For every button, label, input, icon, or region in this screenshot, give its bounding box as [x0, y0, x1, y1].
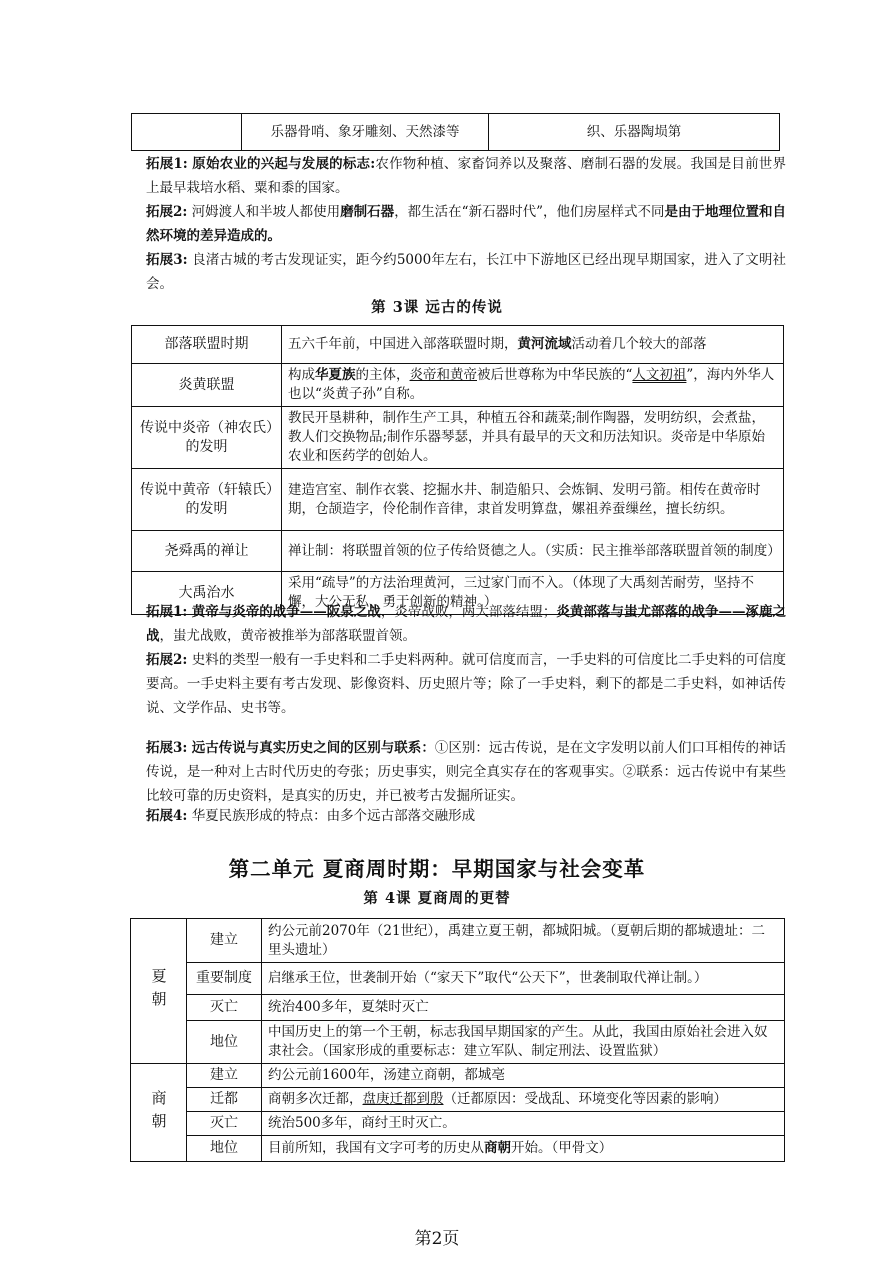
page-number: 第2页	[414, 1229, 460, 1249]
table-row	[131, 1136, 785, 1162]
table-cell	[132, 114, 242, 151]
table-row	[131, 919, 785, 963]
extension-bold-text: 炎黄部落与蚩尤部落的战争——涿鹿之战	[146, 604, 787, 644]
extension-label: 拓展1:	[146, 604, 188, 620]
text: （迁都原因：受战乱、环境变化等因素的影响）	[443, 1091, 727, 1107]
extension-bold-text: 是由于地理位置和自然环境的差异造成的。	[146, 204, 786, 244]
extension-bold-text: 黄帝与炎帝的战争——阪泉之战	[191, 604, 381, 620]
row-content	[262, 1088, 785, 1112]
table-row	[132, 469, 784, 531]
table-row	[132, 326, 784, 364]
extension-label: 拓展2:	[146, 652, 188, 668]
table-cell: 织、乐器陶埙第	[489, 114, 780, 151]
table-cell: 乐器骨哨、象牙雕刻、天然漆等	[242, 114, 489, 151]
row-key: 地位	[187, 1021, 262, 1064]
lesson-title: 第 4课 夏商周的更替	[363, 890, 511, 907]
table-row	[132, 114, 780, 151]
extension-label: 拓展3:	[146, 252, 188, 268]
row-key: 重要制度	[187, 963, 262, 995]
row-key: 尧舜禹的禅让	[132, 531, 282, 572]
table-row	[132, 531, 784, 572]
extension-text: ，炎帝战败，两大部落结盟；	[380, 604, 557, 620]
text: ”，海内外华人也以“炎黄子孙”自称。	[288, 367, 775, 402]
text: 目前所知，我国有文字可考的历史从	[268, 1140, 484, 1156]
text: 活动着几个较大的部落	[571, 336, 707, 352]
dynasty-label: 夏朝	[131, 919, 187, 1064]
row-key: 地位	[187, 1136, 262, 1162]
extension-paragraph	[146, 804, 786, 828]
row-content	[262, 1136, 785, 1162]
row-key: 灭亡	[187, 995, 262, 1021]
row-content: 禅让制：将联盟首领的位子传给贤德之人。（实质：民主推举部落联盟首领的制度）	[282, 531, 784, 572]
bold-text: 黄河流域	[517, 336, 572, 352]
text: 开始。（甲骨文）	[511, 1140, 613, 1156]
extension-paragraph	[146, 736, 786, 808]
table-row	[131, 1021, 785, 1064]
extension-paragraph	[146, 600, 786, 648]
row-content: 采用“疏导”的方法治理黄河，三过家门而不入。（体现了大禹刻苦耐劳，坚持不懈，大公无私、勇于创新的精神。）	[282, 572, 784, 615]
underlined-text: 盘庚迁都到殷	[362, 1091, 444, 1107]
row-key: 部落联盟时期	[132, 326, 282, 364]
table-row	[131, 1112, 785, 1136]
unit-title: 第二单元 夏商周时期：早期国家与社会变革	[228, 857, 646, 881]
row-key: 传说中炎帝（神农氏）的发明	[132, 407, 282, 469]
extension-paragraph	[146, 200, 786, 248]
row-content: 中国历史上的第一个王朝，标志我国早期国家的产生。从此，我国由原始社会进入奴隶社会。（国家形成的重要标志：建立军队、制定刑法、设置监狱）	[262, 1021, 785, 1064]
row-key: 传说中黄帝（轩辕氏）的发明	[132, 469, 282, 531]
extension-text: 河姆渡人和半坡人都使用	[191, 204, 341, 220]
extension-text: 华夏民族形成的特点：由多个远古部落交融形成	[191, 808, 476, 824]
lesson3-table	[131, 325, 784, 615]
extension-label: 拓展2:	[146, 204, 188, 220]
lesson4-table	[130, 918, 785, 1162]
underlined-text: 炎帝和黄帝	[409, 367, 477, 383]
extension-label: 拓展3:	[146, 740, 188, 756]
row-key: 建立	[187, 1064, 262, 1088]
table-row	[131, 1064, 785, 1088]
row-content: 启继承王位，世袭制开始（“家天下”取代“公天下”，世袭制取代禅让制。）	[262, 963, 785, 995]
row-content: 教民开垦耕种，制作生产工具，种植五谷和蔬菜;制作陶器，发明纺织，会煮盐，教人们交换物品;制作乐器琴瑟，并具有最早的天文和历法知识。炎帝是中华原始农业和医药学的创始人。	[282, 407, 784, 469]
table-row	[131, 1088, 785, 1112]
row-key: 建立	[187, 919, 262, 963]
text: 被后世尊称为中华民族的“	[477, 367, 633, 383]
text: 五六千年前，中国进入部落联盟时期，	[288, 336, 518, 352]
extension-bold-text: 原始农业的兴起与发展的标志:	[192, 156, 376, 172]
row-content: 约公元前2070年（21世纪），禹建立夏王朝，都城阳城。（夏朝后期的都城遗址：二里头遗址）	[262, 919, 785, 963]
text: 商朝多次迁都，	[268, 1091, 363, 1107]
extension-label: 拓展4:	[146, 808, 188, 824]
extension-paragraph	[146, 248, 786, 296]
text: 的主体，	[355, 367, 410, 383]
bold-text: 商朝	[484, 1140, 511, 1156]
lesson-title: 第 3课 远古的传说	[371, 299, 503, 316]
row-content: 建造宫室、制作衣裳、挖掘水井、制造船只、会炼铜、发明弓箭。相传在黄帝时期，仓颉造字，伶伦制作音律，隶首发明算盘，嫘祖养蚕缫丝，擅长纺织。	[282, 469, 784, 531]
row-content: 统治500多年，商纣王时灭亡。	[262, 1112, 785, 1136]
row-content: 约公元前1600年，汤建立商朝，都城亳	[262, 1064, 785, 1088]
table-row	[131, 963, 785, 995]
extension-bold-text: 远古传说与真实历史之间的区别与联系：	[191, 740, 435, 756]
extension-text: ，蚩尤战败，黄帝被推举为部落联盟首领。	[159, 628, 416, 644]
row-content	[282, 326, 784, 364]
row-key: 炎黄联盟	[132, 364, 282, 407]
bold-text: 华夏族	[315, 367, 356, 383]
extension-text: ，都生活在“新石器时代”，他们房屋样式不同	[394, 204, 665, 220]
extension-bold-text: 磨制石器	[340, 204, 395, 220]
extension-text: 农作物种植、家畜饲养以及聚落、磨制石器的发展。我国是目前世界上最早栽培水稻、粟和黍的国家。	[146, 156, 786, 196]
row-key: 迁都	[187, 1088, 262, 1112]
extension-label: 拓展1:	[146, 156, 188, 172]
row-key: 灭亡	[187, 1112, 262, 1136]
row-content: 统治400多年，夏桀时灭亡	[262, 995, 785, 1021]
extension-text: 良渚古城的考古发现证实，距今约5000年左右，长江中下游地区已经出现早期国家，进入了文明社会。	[146, 252, 786, 292]
row-content	[282, 364, 784, 407]
underlined-text: 人文初祖	[632, 367, 687, 383]
extension-paragraph	[146, 152, 786, 200]
extension-text: ①区别：远古传说，是在文字发明以前人们口耳相传的神话传说，是一种对上古时代历史的夸张；历史事实，则完全真实存在的客观事实。②联系：远古传说中有某些比较可靠的历史资料，是真实的历史，并已被考古发掘所证实。	[146, 740, 786, 804]
table-row	[131, 995, 785, 1021]
extension-text: 史料的类型一般有一手史料和二手史料两种。就可信度而言，一手史料的可信度比二手史料的可信度要高。一手史料主要有考古发现、影像资料、历史照片等；除了一手史料，剩下的都是二手史料，如神话传说、文学作品、史书等。	[146, 652, 786, 716]
continued-table	[131, 113, 780, 151]
extension-paragraph	[146, 648, 786, 720]
text: 构成	[288, 367, 315, 383]
dynasty-label: 商朝	[131, 1064, 187, 1162]
table-row	[132, 364, 784, 407]
table-row	[132, 407, 784, 469]
row-key: 大禹治水	[132, 572, 282, 615]
